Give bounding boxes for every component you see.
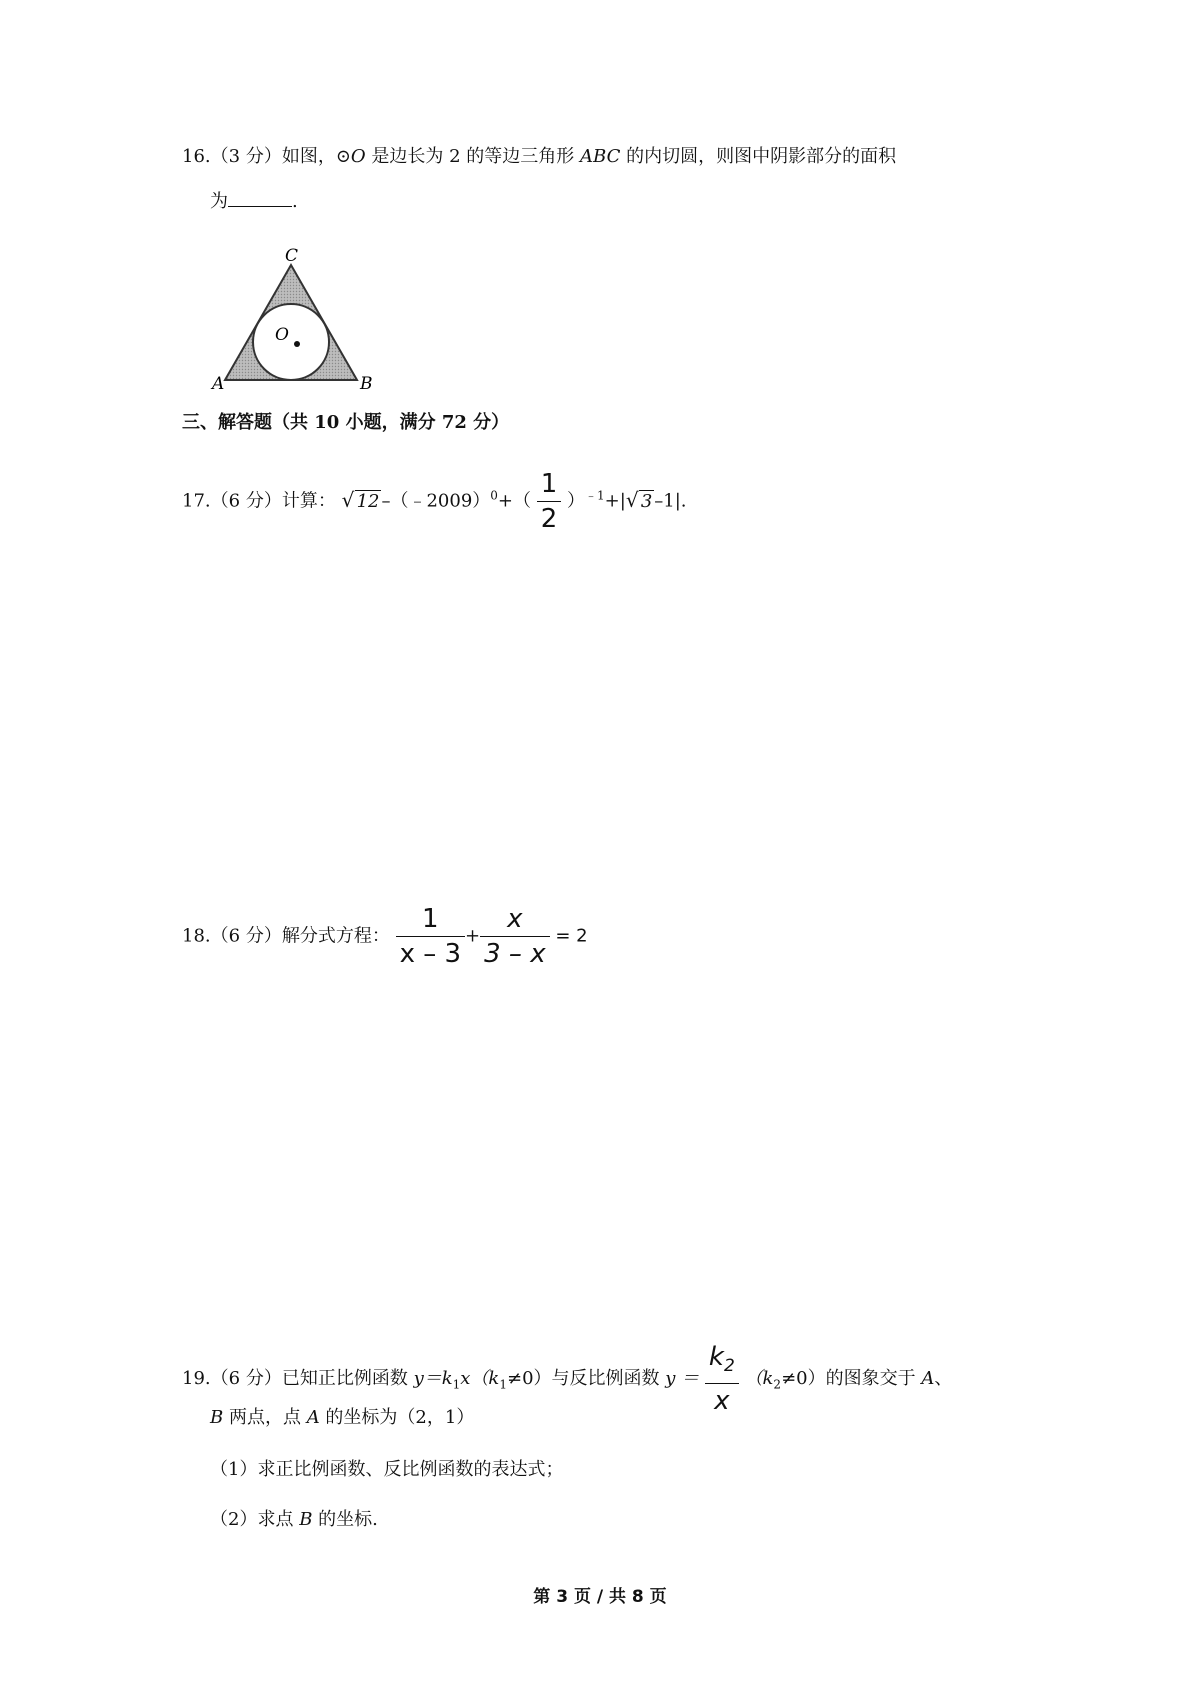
- label-b: B: [360, 374, 373, 393]
- label-c: C: [285, 248, 299, 266]
- q17-prompt: 计算：: [281, 490, 336, 512]
- q16-line1: [182, 144, 896, 170]
- q19-text-a: 已知正比例函数: [281, 1368, 414, 1390]
- q17-number: 17.: [182, 490, 211, 512]
- q17-part-a: –（﹣2009）: [381, 490, 491, 512]
- q19-cond2-open: （k: [744, 1368, 774, 1390]
- q16-text-d: 为: [210, 191, 228, 212]
- q18-fraction-2: $\frac{x}{3 - x}$: [480, 902, 549, 971]
- q19-eq1-tail: x（k: [460, 1368, 500, 1390]
- q17-fraction: $\frac{1}{2}$: [537, 467, 562, 536]
- q17-abs-open: +|: [604, 490, 626, 512]
- q17-score: （6 分）: [210, 490, 282, 512]
- q19-sub1b: 1: [499, 1377, 507, 1392]
- sqrt-3: √ 3: [625, 487, 653, 512]
- q16-text-b: 是边长为 2 的等边三角形: [365, 146, 581, 167]
- radical-icon: √: [625, 487, 639, 512]
- radical-icon: √: [341, 487, 355, 512]
- q18-rhs: = 2: [555, 925, 588, 947]
- circle-name: O: [350, 146, 366, 167]
- q19-line2-tail: 的坐标为（2，1）: [319, 1407, 475, 1428]
- q16-text-a: 如图，: [281, 146, 336, 167]
- q16-text-e: .: [292, 191, 298, 212]
- incircle-o: [253, 304, 329, 380]
- q19-subquestion-2: （2）求点 B 的坐标.: [210, 1509, 378, 1530]
- q17-exp0: 0: [490, 488, 498, 503]
- q16-line2: [210, 188, 298, 215]
- q19-point-a: A: [921, 1368, 935, 1390]
- q17-plus1: +（: [497, 490, 532, 512]
- q19-sub2: 2: [773, 1377, 782, 1392]
- q19-number: 19.: [182, 1368, 211, 1390]
- q16-number: 16.: [182, 146, 211, 167]
- label-a: A: [212, 374, 225, 393]
- circle-symbol: ⊙: [335, 146, 351, 167]
- answer-blank: [228, 188, 292, 207]
- q19-score: （6 分）: [210, 1368, 282, 1390]
- section-heading: 三、解答题（共 10 小题，满分 72 分）: [182, 412, 510, 433]
- q19-line2-b: B: [210, 1407, 224, 1428]
- q19-line2-text: 两点，点: [223, 1407, 307, 1428]
- q19-sub1: 1: [452, 1377, 461, 1392]
- q19-y-eq: y ＝: [665, 1368, 700, 1390]
- q19-cond1: ≠0）与反比例函数: [506, 1368, 666, 1390]
- label-o: O: [275, 325, 289, 345]
- q18-score: （6 分）: [210, 925, 282, 947]
- q19-subquestion-1: （1）求正比例函数、反比例函数的表达式；: [210, 1459, 564, 1480]
- q18-fraction-1: $\frac{1}{x - 3}$: [396, 902, 465, 971]
- q19-eq1: y＝k: [413, 1368, 453, 1390]
- q18-plus: +: [465, 925, 481, 947]
- q18-line: [182, 902, 588, 971]
- q19-cond2: ≠0）的图象交于: [781, 1368, 922, 1390]
- incircle-figure: [205, 248, 380, 393]
- q19-tail: 、: [934, 1368, 953, 1390]
- center-o-dot: [294, 341, 300, 347]
- q16-score: （3 分）: [210, 146, 282, 167]
- q19-fraction: $\frac{k_2}{x}$: [705, 1340, 739, 1418]
- q17-line: [182, 467, 687, 536]
- q19-line2-a: A: [306, 1407, 320, 1428]
- q19-line2: [210, 1405, 474, 1431]
- q18-number: 18.: [182, 925, 211, 947]
- sqrt-12: √ 12: [341, 487, 380, 512]
- q17-exp-neg1: ﹣1: [585, 488, 605, 503]
- q17-close: ）: [567, 490, 586, 512]
- page-number-footer: 第 3 页 / 共 8 页: [533, 1587, 667, 1607]
- triangle-name: ABC: [580, 146, 621, 167]
- q18-prompt: 解分式方程：: [281, 925, 390, 947]
- q17-abs-tail: –1|.: [654, 490, 687, 512]
- q16-text-c: 的内切圆，则图中阴影部分的面积: [620, 146, 897, 167]
